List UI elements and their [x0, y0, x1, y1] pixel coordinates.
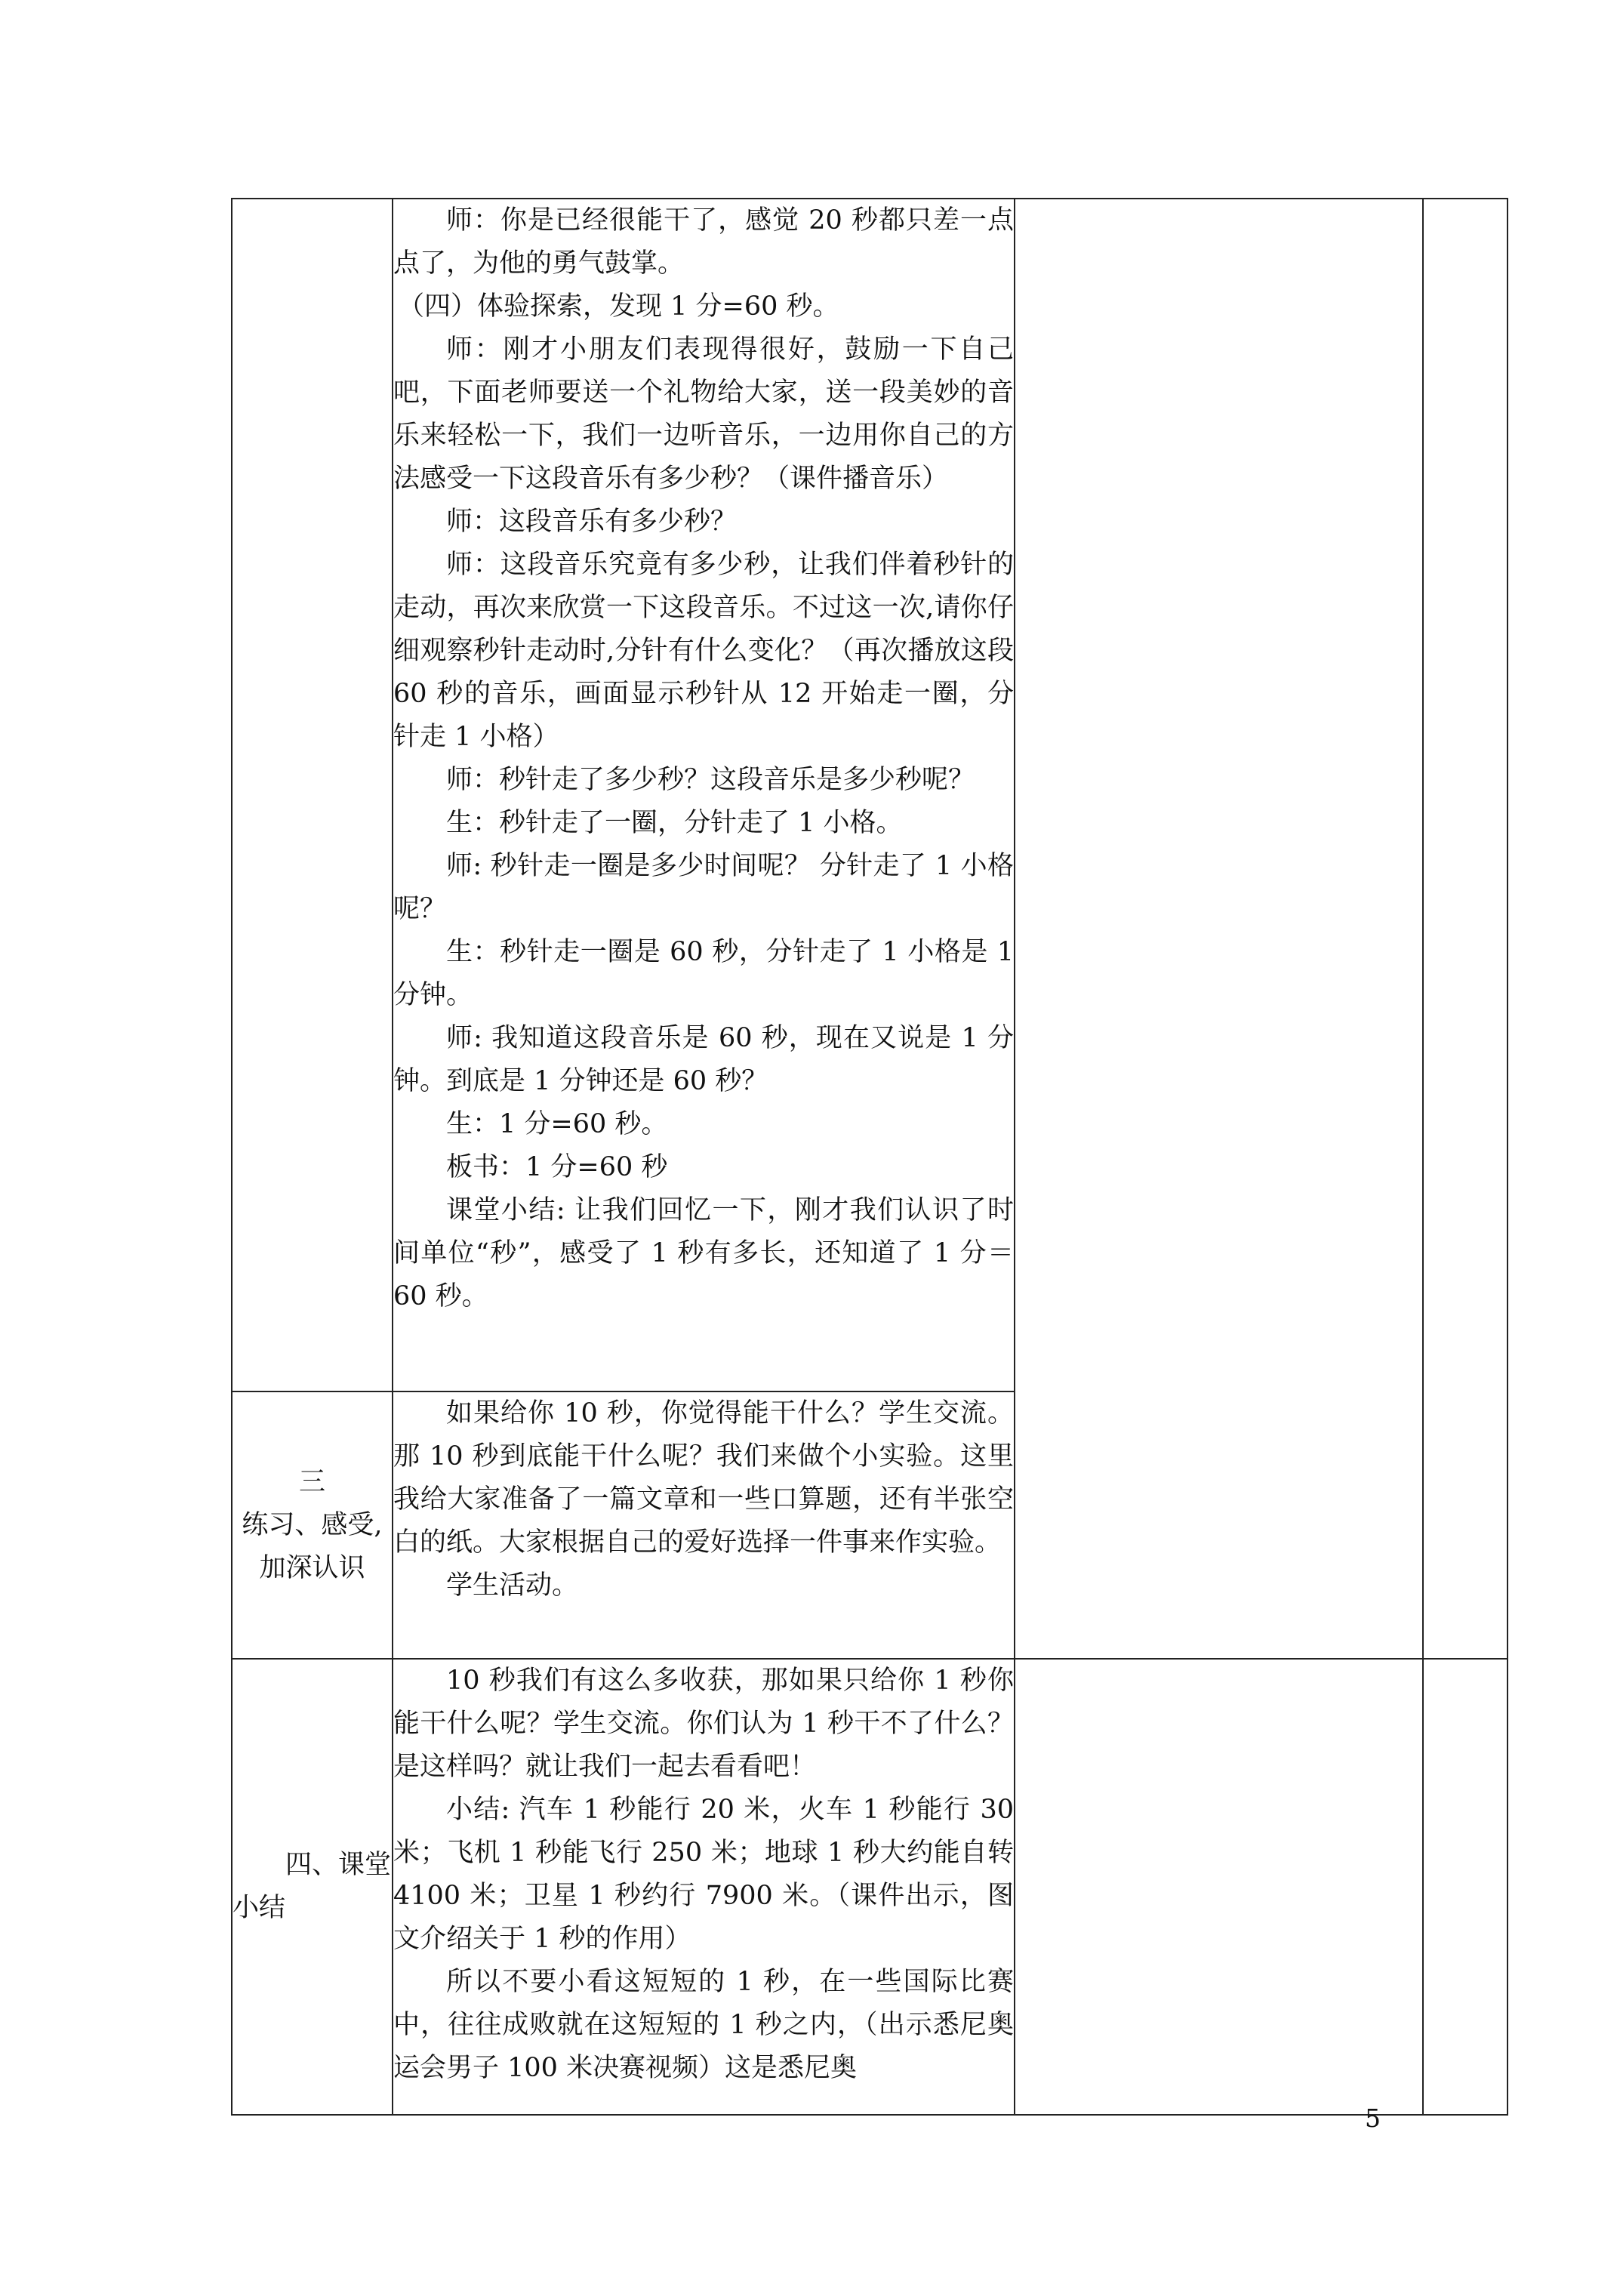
paragraph: 板书：1 分=60 秒	[446, 1152, 668, 1182]
paragraph: 师：秒针走了多少秒？这段音乐是多少秒呢？	[446, 765, 975, 795]
remarks-cell	[1423, 199, 1508, 1659]
paragraph: 师：刚才小朋友们表现得很好，鼓励一下自己吧，下面老师要送一个礼物给大家，送一段美妙的音乐来轻松一下，我们一边听音乐，一边用你自己的方法感受一下这段音乐有多少秒？（课件播音乐）	[393, 334, 1014, 494]
stage-cell	[232, 1391, 393, 1659]
paragraph: 10 秒我们有这么多收获，那如果只给你 1 秒你能干什么呢？学生交流。你们认为 1 秒干不了什么？是这样吗？就让我们一起去看看吧！	[393, 1666, 1014, 1782]
paragraph: 师: 秒针走一圈是多少时间呢？ 分针走了 1 小格呢？	[393, 851, 1014, 924]
table-row	[232, 199, 1508, 1391]
paragraph: 所以不要小看这短短的 1 秒，在一些国际比赛中，往往成败就在这短短的 1 秒之内，（出示悉尼奥运会男子 100 米决赛视频）这是悉尼奥	[393, 1967, 1014, 2083]
stage-label-line: 三	[298, 1466, 325, 1497]
paragraph: 生：1 分=60 秒。	[446, 1109, 668, 1139]
paragraph: 生：秒针走一圈是 60 秒，分针走了 1 小格是 1 分钟。	[393, 937, 1014, 1010]
stage-label-line: 加深认识	[259, 1552, 365, 1583]
notes-cell	[1015, 1659, 1423, 2115]
paragraph: 师：这段音乐究竟有多少秒，让我们伴着秒针的走动，再次来欣赏一下这段音乐。不过这一次,请你仔细观察秒针走动时,分针有什么变化？（再次播放这段 60 秒的音乐，画面显示秒针从 12 开始走一圈，分针走 1 小格）	[393, 550, 1014, 752]
paragraph: 学生活动。	[446, 1570, 579, 1601]
stage-label: 四、课堂小结	[233, 1850, 392, 1923]
table-row	[232, 1659, 1508, 2115]
paragraph: 生：秒针走了一圈，分针走了 1 小格。	[446, 808, 903, 838]
content-cell	[393, 1659, 1015, 2115]
section-heading: （四）体验探索，发现 1 分=60 秒。	[398, 291, 839, 322]
paragraph: 师：你是已经很能干了，感觉 20 秒都只差一点点了，为他的勇气鼓掌。	[393, 205, 1014, 279]
page-number: 5	[1365, 2103, 1381, 2133]
notes-cell	[1015, 199, 1423, 1659]
stage-label-line: 练习、感受,	[242, 1509, 383, 1540]
stage-cell	[232, 1659, 393, 2115]
lesson-plan-table	[231, 198, 1508, 2116]
stage-cell	[232, 199, 393, 1391]
paragraph: 师：这段音乐有多少秒？	[446, 507, 738, 537]
paragraph: 小结: 汽车 1 秒能行 20 米，火车 1 秒能行 30 米；飞机 1 秒能飞行 250 米；地球 1 秒大约能自转 4100 米；卫星 1 秒约行 7900 米。（课件出示，图文介绍关于 1 秒的作用）	[393, 1795, 1014, 1954]
paragraph: 师: 我知道这段音乐是 60 秒，现在又说是 1 分钟。到底是 1 分钟还是 60 秒？	[393, 1023, 1014, 1096]
content-cell	[393, 199, 1015, 1391]
content-cell	[393, 1391, 1015, 1659]
remarks-cell	[1423, 1659, 1508, 2115]
paragraph: 如果给你 10 秒，你觉得能干什么？学生交流。那 10 秒到底能干什么呢？我们来做个小实验。这里我给大家准备了一篇文章和一些口算题，还有半张空白的纸。大家根据自己的爱好选择一件事来作实验。	[393, 1398, 1014, 1558]
paragraph: 课堂小结: 让我们回忆一下，刚才我们认识了时间单位“秒”，感受了 1 秒有多长，还知道了 1 分＝60 秒。	[393, 1195, 1014, 1311]
